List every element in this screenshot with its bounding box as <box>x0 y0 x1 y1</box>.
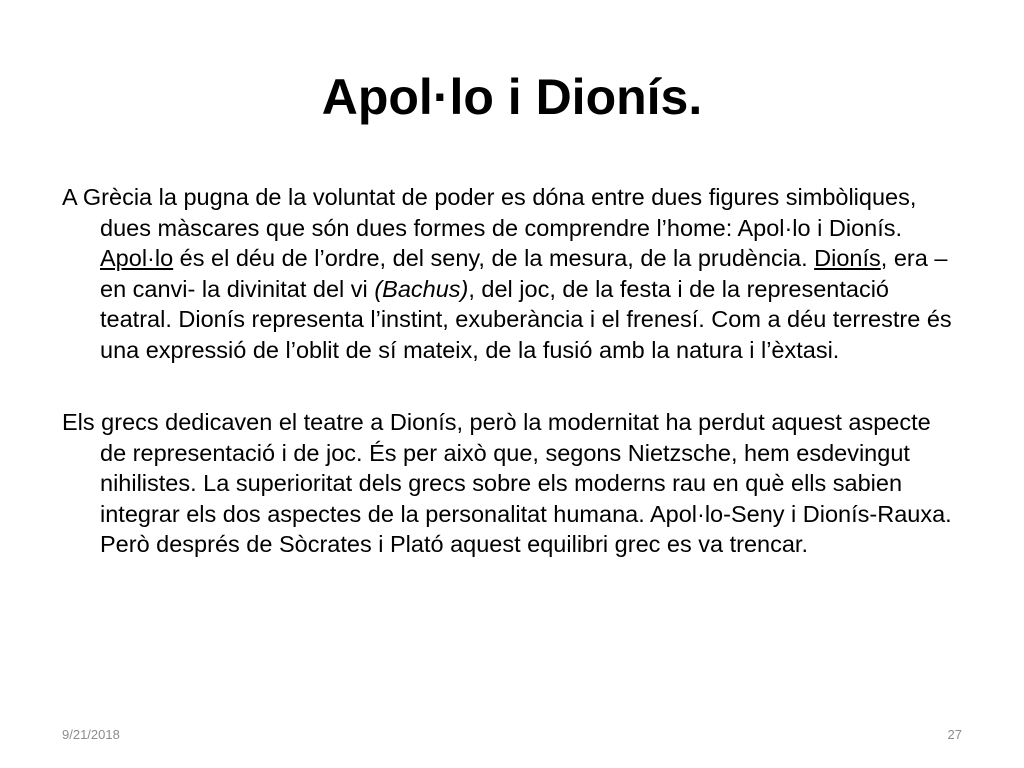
apollo-link[interactable]: Apol·lo <box>100 245 174 271</box>
dionis-link[interactable]: Dionís <box>814 245 881 271</box>
bachus-text: (Bachus) <box>374 275 469 302</box>
paragraph-1-text-d: , del joc, de la festa i de la representació teatral. Dionís representa l’instint, exuberància i el frenesí. Com a déu terrestre és una expressió de l’oblit de sí mateix, de la fusió amb la natura i l’èxtasi. <box>100 275 952 363</box>
paragraph-1-text-b: és el déu de l’ordre, del seny, de la mesura, de la prudència. <box>173 245 815 271</box>
paragraph-1-text-c: , era –en canvi- la divinitat del vi <box>100 245 948 302</box>
paragraph-1-text-a: A Grècia la pugna de la voluntat de poder es dóna entre dues figures simbòliques, dues màscares que són dues formes de comprendre l’home: Apol·lo i Dionís. <box>62 184 917 241</box>
slide-body <box>62 182 962 560</box>
footer-date: 9/21/2018 <box>62 727 120 742</box>
slide-title: Apol·lo i Dionís. <box>321 69 703 125</box>
slide-number: 27 <box>947 727 962 742</box>
paragraph-2: Els grecs dedicaven el teatre a Dionís, però la modernitat ha perdut aquest aspecte de representació i de joc. És per això que, segons Nietzsche, hem esdevingut nihilistes. La superioritat dels grecs sobre els moderns rau en què ells sabien integrar els dos aspectes de la personalitat humana. Apol·lo-Seny i Dionís-Rauxa. Però després de Sòcrates i Plató aquest equilibri grec es va trencar. <box>62 409 952 557</box>
paragraph-1 <box>62 182 962 365</box>
